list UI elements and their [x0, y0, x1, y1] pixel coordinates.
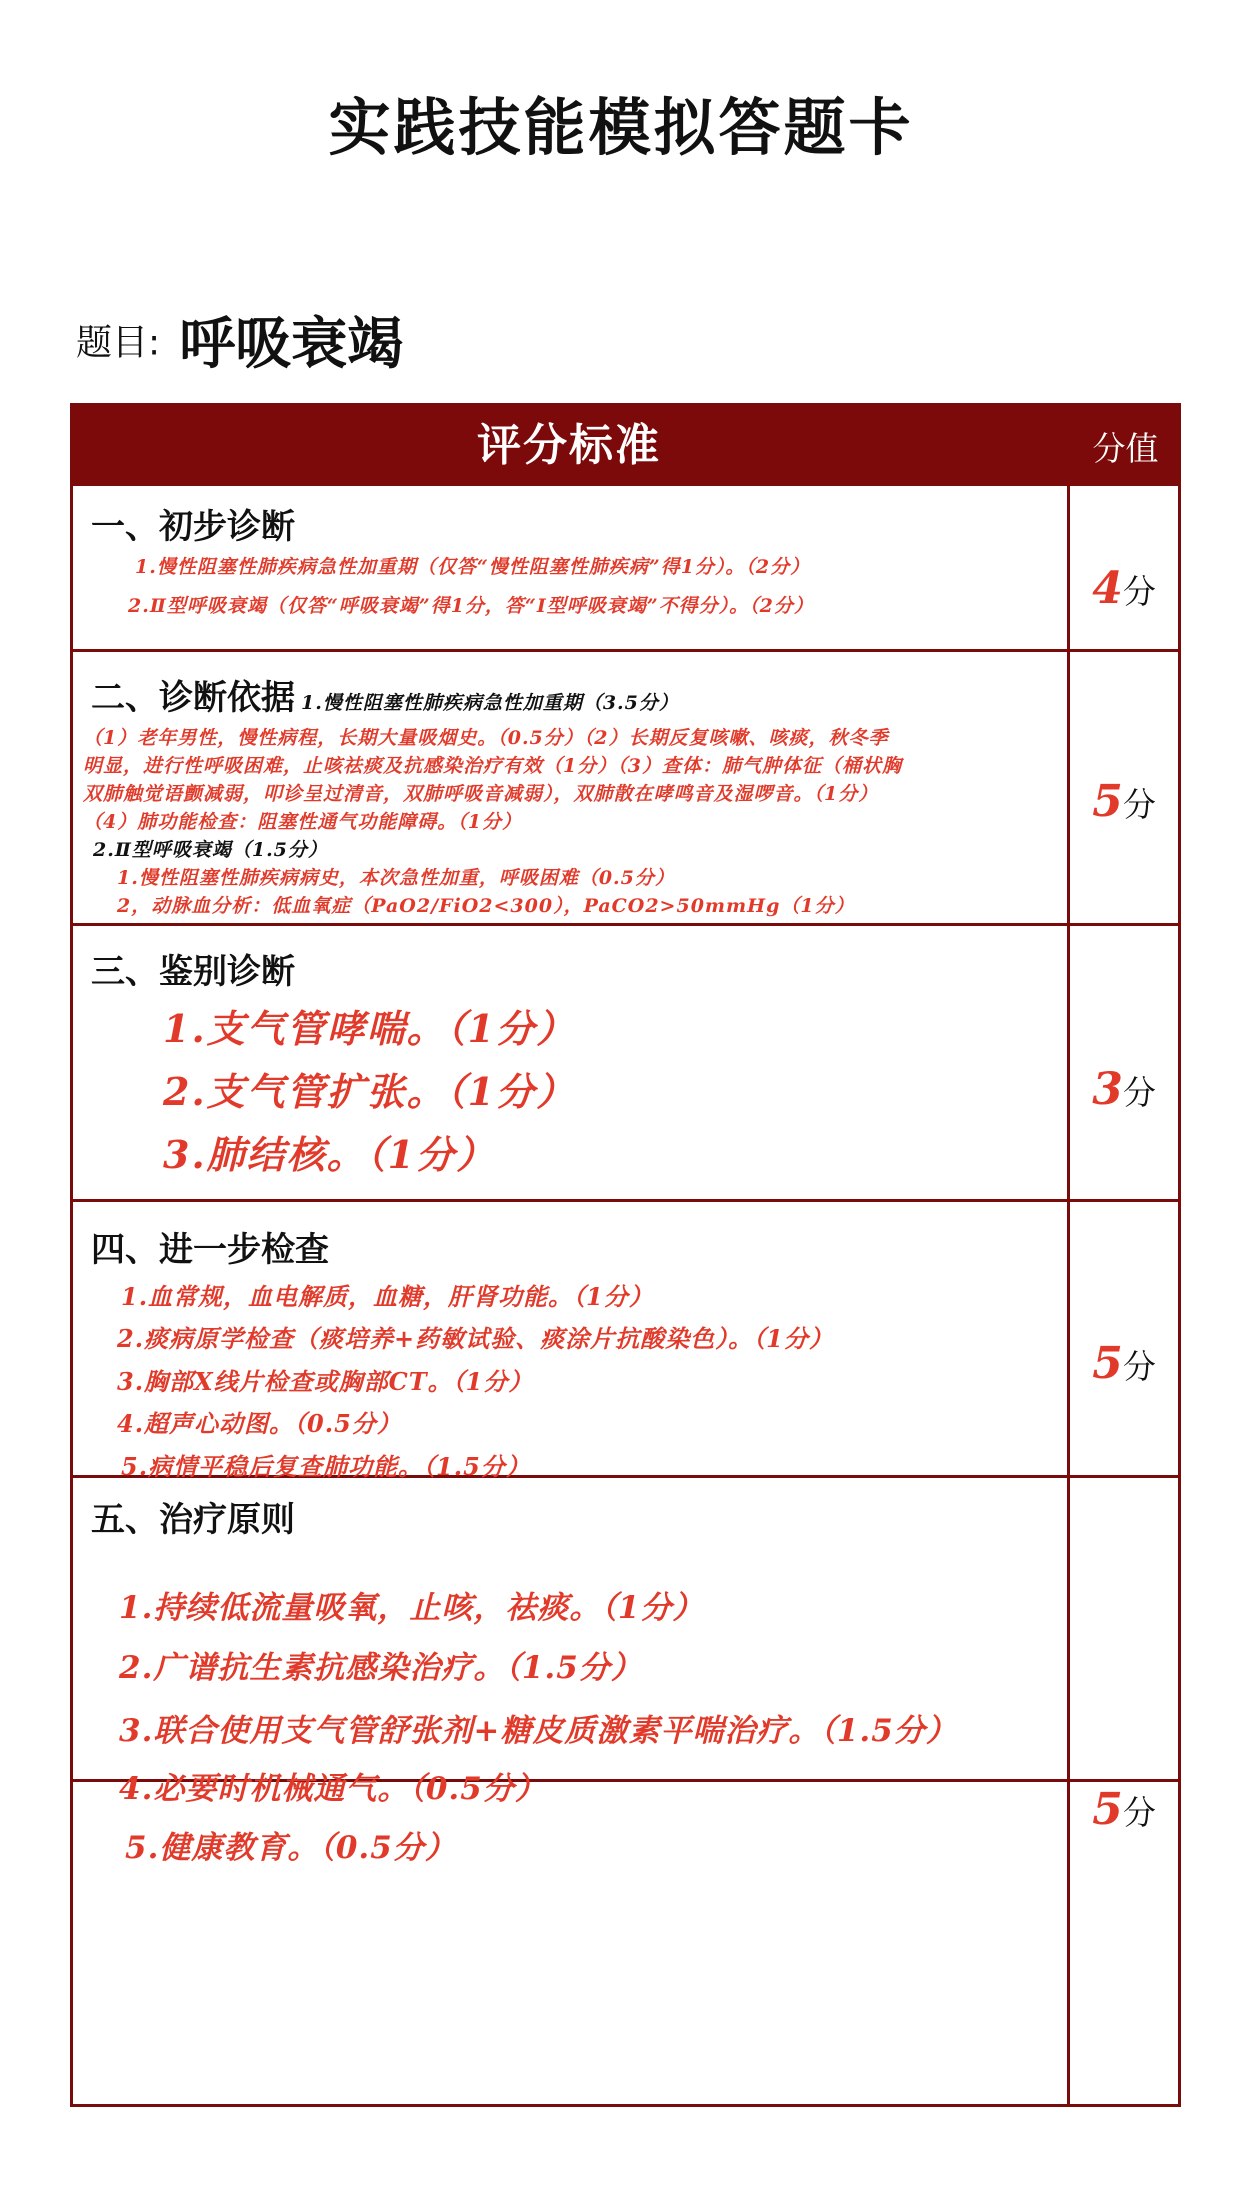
page-title: 实践技能模拟答题卡 [328, 91, 914, 164]
score-value: 5 [1092, 776, 1123, 827]
score-unit: 分 [1122, 1793, 1156, 1832]
answer-line: 2.Ⅱ型呼吸衰竭（1.5分） [93, 839, 328, 861]
score-cell [1070, 563, 1178, 614]
score-value: 5 [1092, 1338, 1123, 1389]
answer-line: 2.痰病原学检查（痰培养+药敏试验、痰涂片抗酸染色）。（1分） [117, 1324, 834, 1353]
score-cell [1070, 776, 1178, 827]
answer-line: 2.广谱抗生素抗感染治疗。（1.5分） [119, 1650, 643, 1686]
answer-line: 明显，进行性呼吸困难，止咳祛痰及抗感染治疗有效（1分）（3）查体：肺气肿体征（桶状胸 [83, 755, 902, 777]
score-value: 3 [1092, 1064, 1123, 1115]
score-cell [1070, 1064, 1178, 1115]
section-preliminary-diagnosis [73, 489, 1067, 649]
answer-line: 5.健康教育。（0.5分） [125, 1830, 457, 1866]
answer-inline: 1.慢性阻塞性肺疾病急性加重期（3.5分） [301, 692, 679, 714]
section-title: 一、初步诊断 [91, 507, 295, 547]
topic-value: 呼吸衰竭 [179, 312, 404, 377]
score-unit: 分 [1122, 1073, 1156, 1112]
section-title [91, 670, 679, 719]
answer-line: 双肺触觉语颤减弱，叩诊呈过清音，双肺呼吸音减弱），双肺散在哮鸣音及湿啰音。（1分） [83, 783, 879, 805]
answer-line: 1.慢性阻塞性肺疾病急性加重期（仅答“慢性阻塞性肺疾病”得1分）。（2分） [135, 556, 811, 578]
score-unit: 分 [1122, 1347, 1156, 1386]
answer-line: 2，动脉血分析：低血氧症（PaO2/FiO2<300），PaCO2>50mmHg（1分） [117, 895, 855, 917]
answer-line: 4.必要时机械通气。（0.5分） [119, 1771, 547, 1807]
answer-line: 3.胸部X线片检查或胸部CT。（1分） [117, 1367, 534, 1396]
answer-line: 1.持续低流量吸氧，止咳，祛痰。（1分） [119, 1590, 705, 1626]
answer-sheet-table [70, 403, 1181, 2107]
score-value: 5 [1092, 1784, 1123, 1835]
answer-line: 1.支气管哮喘。（1分） [163, 1006, 577, 1051]
score-unit: 分 [1122, 572, 1156, 611]
section-differential-diagnosis [73, 926, 1067, 1199]
answer-line: 4.超声心动图。（0.5分） [117, 1409, 402, 1438]
section-further-examination [73, 1202, 1067, 1481]
answer-line: 3.肺结核。（1分） [163, 1132, 497, 1177]
section-diagnostic-basis [73, 652, 1067, 923]
score-cell [1070, 1784, 1178, 1835]
topic-label: 题目: [76, 322, 161, 364]
score-value: 4 [1092, 563, 1123, 614]
table-header [73, 406, 1178, 486]
score-unit: 分 [1122, 785, 1156, 824]
answer-line: 1.慢性阻塞性肺疾病病史，本次急性加重，呼吸困难（0.5分） [117, 867, 675, 889]
score-cell [1070, 1338, 1178, 1389]
answer-line: 3.联合使用支气管舒张剂+糖皮质激素平喘治疗。（1.5分） [119, 1713, 958, 1749]
answer-line: 2.Ⅱ型呼吸衰竭（仅答“呼吸衰竭”得1分，答“Ⅰ型呼吸衰竭”不得分）。（2分） [128, 595, 814, 617]
answer-line: 5.病情平稳后复查肺功能。（1.5分） [121, 1452, 531, 1481]
answer-line: 2.支气管扩张。（1分） [163, 1069, 577, 1114]
answer-line: 1.血常规，血电解质，血糖，肝肾功能。（1分） [121, 1282, 654, 1311]
header-score: 分值 [1092, 429, 1159, 468]
section-treatment-principles [73, 1478, 1067, 2107]
answer-line: （1）老年男性，慢性病程，长期大量吸烟史。（0.5分）（2）长期反复咳嗽、咳痰，秋冬季 [83, 727, 889, 749]
topic-row [76, 300, 403, 380]
header-criteria: 评分标准 [477, 420, 661, 471]
section-title: 五、治疗原则 [91, 1500, 295, 1540]
column-divider [1067, 486, 1070, 2107]
answer-line: （4）肺功能检查：阻塞性通气功能障碍。（1分） [83, 811, 522, 833]
section-title-text: 二、诊断依据 [91, 678, 295, 718]
section-title: 四、进一步检查 [91, 1230, 329, 1270]
section-title: 三、鉴别诊断 [91, 952, 295, 992]
